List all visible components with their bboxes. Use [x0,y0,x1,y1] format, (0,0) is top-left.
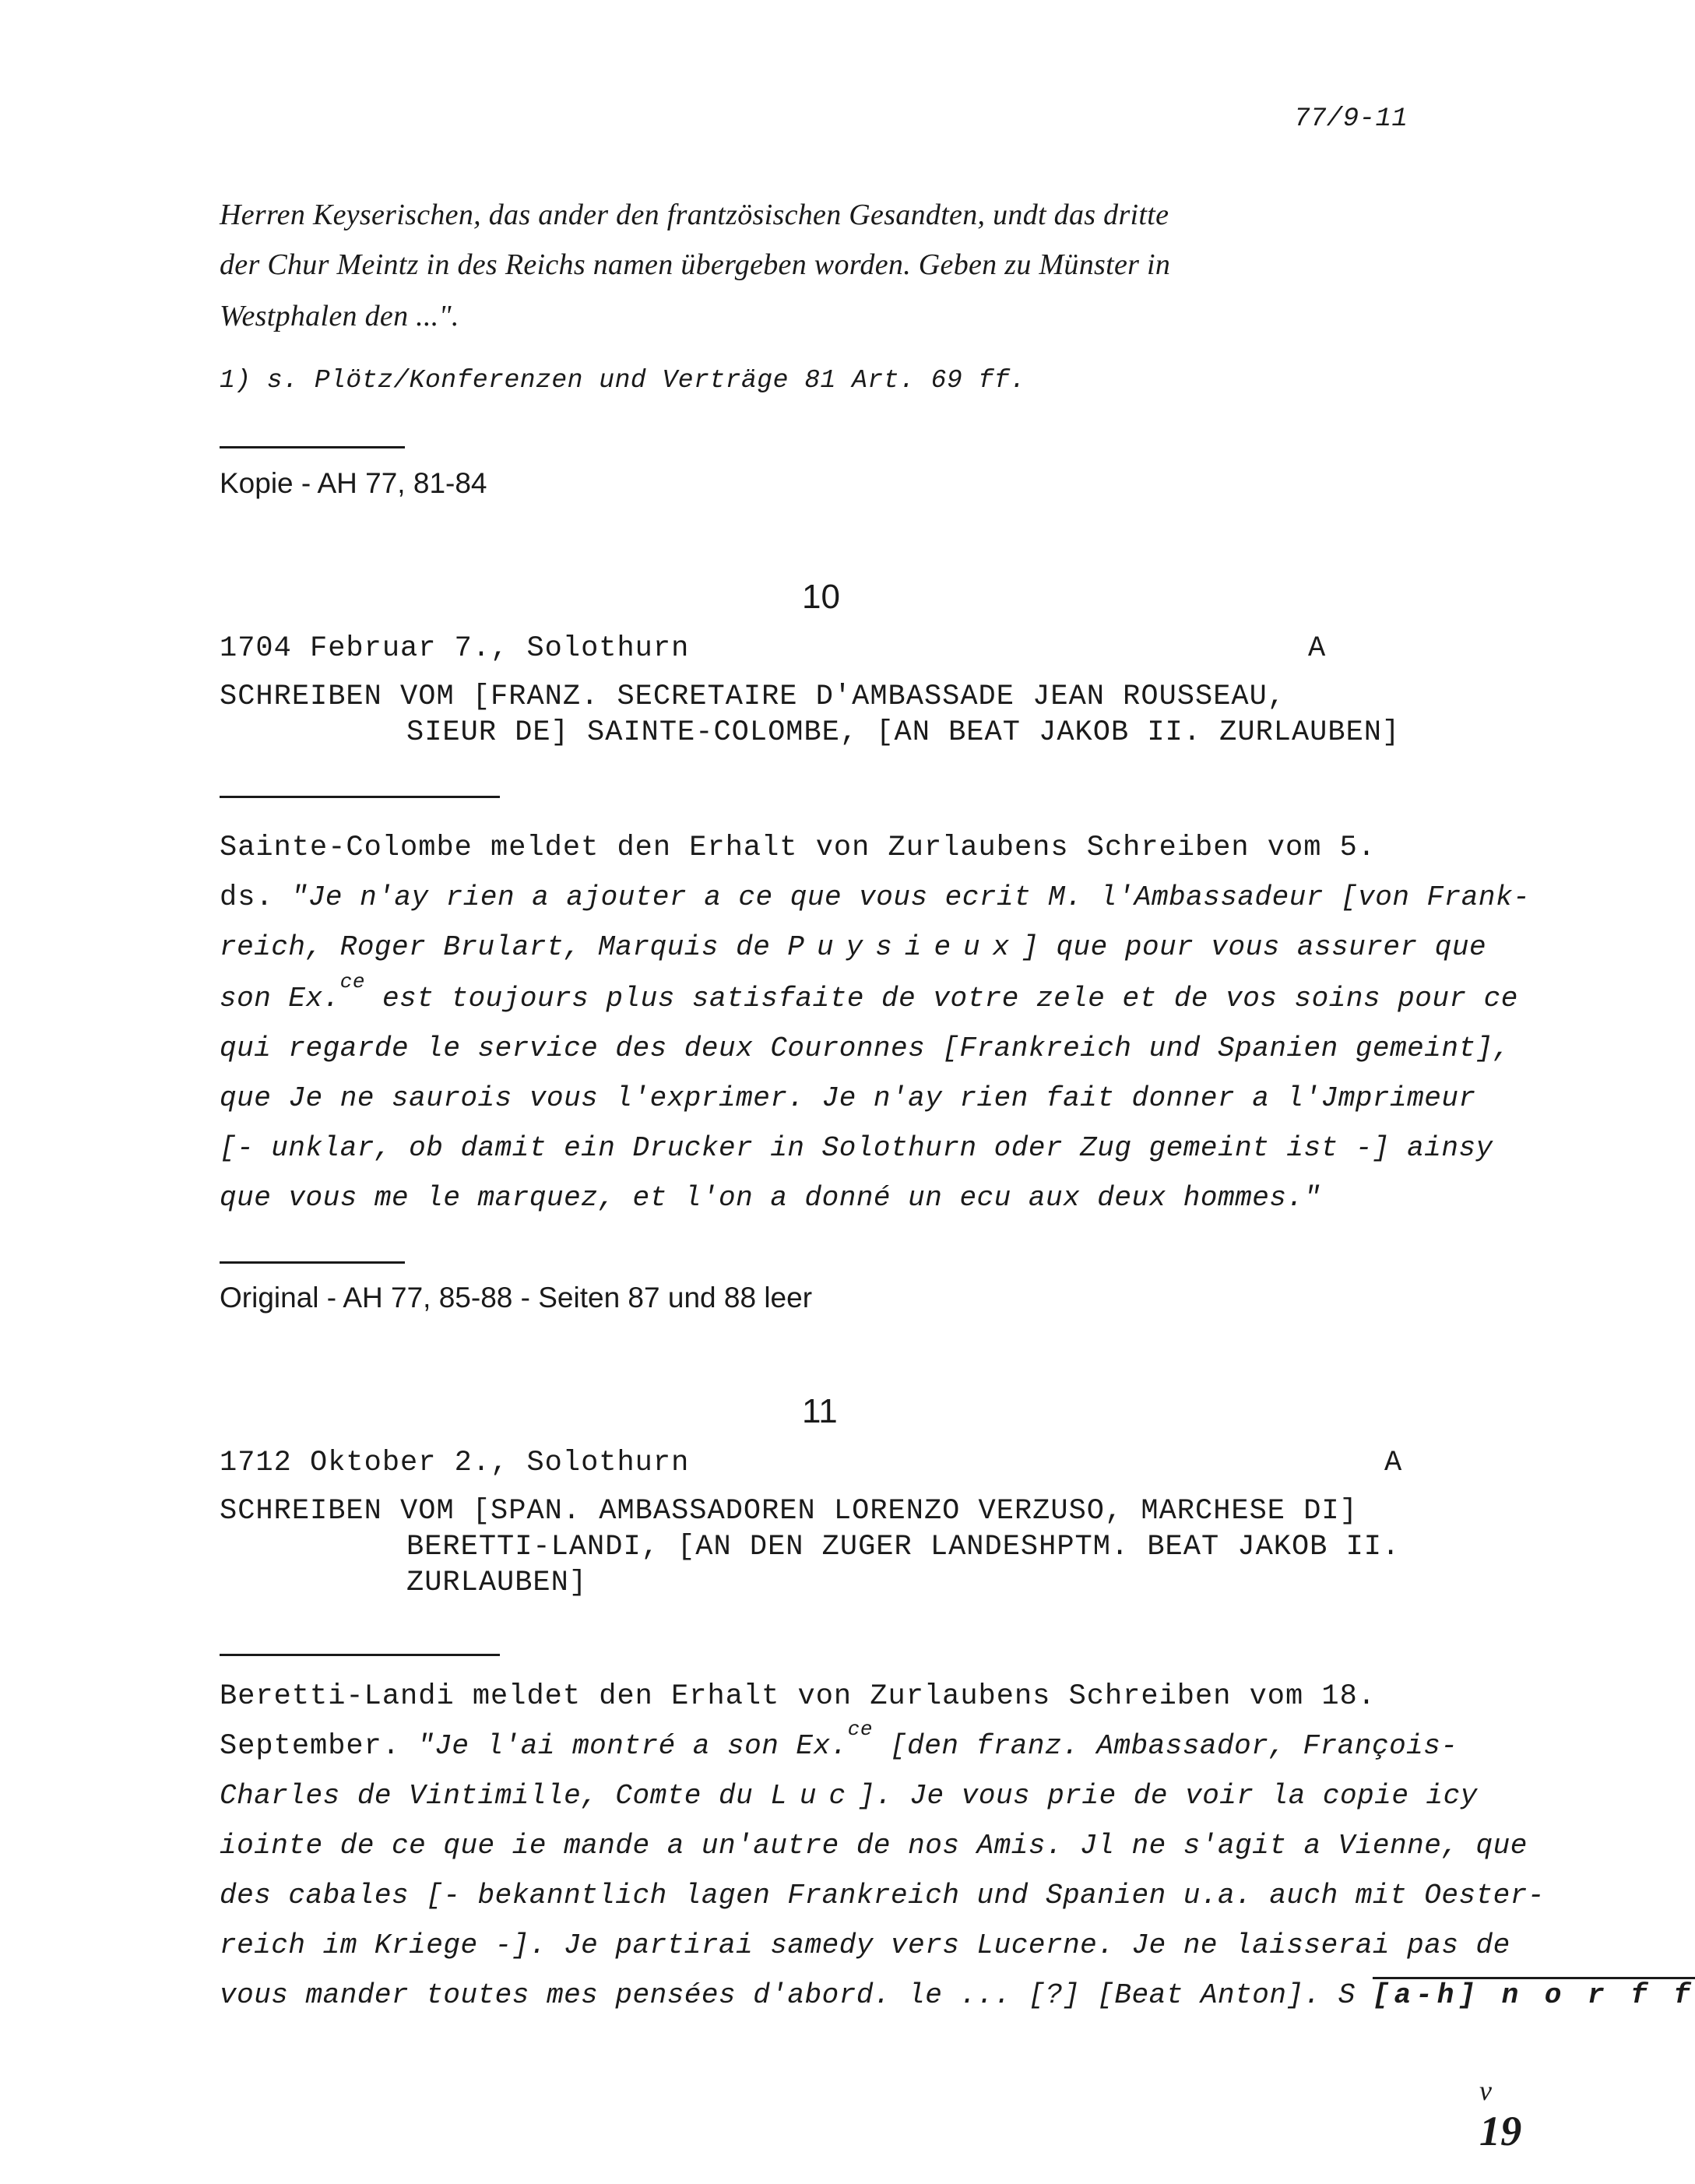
doc10-heading-line-1: SCHREIBEN VOM [FRANZ. SECRETAIRE D'AMBASSADE JEAN ROUSSEAU, [220,681,1286,713]
intro-line-2: der Chur Meintz in des Reichs namen übergeben worden. Geben zu Münster in [220,248,1171,281]
separator-rule [220,446,405,448]
doc10-body-line-2 [220,881,1530,914]
doc10-body-line-4-lead: son Ex. [220,983,340,1015]
doc10-heading-line-2: SIEUR DE] SAINTE-COLOMBE, [AN BEAT JAKOB II. ZURLAUBEN] [406,716,1401,749]
footnote: 1) s. Plötz/Konferenzen und Verträge 81 Art. 69 ff. [220,366,1026,395]
doc10-body-line-3 [220,931,1486,963]
doc11-handwritten-signature-fragment: [a-h] n o r f f [1372,1979,1695,2011]
doc11-mark: A [1384,1447,1403,1479]
intro-line-3: Westphalen den ...". [220,300,459,332]
separator-rule [220,1261,405,1264]
doc10-body-line-7: [- unklar, ob damit ein Drucker in Solothurn oder Zug gemeint ist -] ainsy [220,1132,1493,1164]
doc11-heading-line-3: ZURLAUBEN] [406,1567,588,1599]
doc10-body-line-3-spaced-name: Puysieux [787,931,1022,963]
document-number-10: 10 [802,578,840,616]
doc11-body-line-4: iointe de ce que ie mande a un'autre de nos Amis. Jl ne s'agit a Vienne, que [220,1830,1528,1862]
doc11-date-place: 1712 Oktober 2., Solothurn [220,1447,690,1479]
intro-line-1: Herren Keyserischen, das ander den frantzösischen Gesandten, undt das dritte [220,199,1169,231]
doc11-body-line-3-lead: Charles de Vintimille, Comte du [220,1780,771,1812]
corner-check-mark: v [1479,2075,1493,2106]
separator-rule [220,1654,500,1656]
doc11-body-line-7-lead: vous mander toutes mes pensées d'abord. le ... [?] [Beat Anton]. S [220,1979,1356,2011]
doc11-body-line-1: Beretti-Landi meldet den Erhalt von Zurlaubens Schreiben vom 18. [220,1680,1377,1713]
doc10-body-line-5: qui regarde le service des deux Couronnes [Frankreich und Spanien gemeint], [220,1032,1510,1064]
doc11-body-line-3 [220,1780,1478,1812]
doc11-body-line-3-spaced-name: Luc [770,1780,859,1812]
page-reference-number: 77/9-11 [1294,104,1408,134]
doc10-body-line-8: que vous me le marquez, et l'on a donné un ecu aux deux hommes." [220,1182,1321,1214]
doc10-body-line-4 [220,970,1518,1015]
doc10-body-line-1: Sainte-Colombe meldet den Erhalt von Zurlaubens Schreiben vom 5. [220,832,1377,864]
doc11-heading-line-1: SCHREIBEN VOM [SPAN. AMBASSADOREN LORENZO VERZUSO, MARCHESE DI] [220,1495,1358,1528]
doc10-body-line-4-superscript: ce [339,970,365,994]
doc11-body-line-5: des cabales [- bekanntlich lagen Frankreich und Spanien u.a. auch mit Oester- [220,1880,1545,1911]
separator-rule [220,796,500,798]
doc11-body-line-3-rest: ]. Je vous prie de voir la copie icy [858,1780,1478,1812]
doc11-body-line-2-quote: "Je l'ai montré a son Ex. [400,1730,848,1762]
doc11-body-line-2-superscript: ce [847,1718,873,1741]
doc11-body-line-2-rest: [den franz. Ambassador, François- [872,1730,1458,1762]
document-number-11: 11 [802,1392,838,1430]
doc10-body-line-6: que Je ne saurois vous l'exprimer. Je n'ay rien fait donner a l'Jmprimeur [220,1082,1476,1114]
doc10-body-line-2-quote: "Je n'ay rien a ajouter a ce que vous ecrit M. l'Ambassadeur [von Frank- [273,881,1531,913]
doc10-source: Original - AH 77, 85-88 - Seiten 87 und 88 leer [220,1282,813,1314]
doc10-mark: A [1308,632,1327,665]
doc11-body-line-2 [220,1718,1458,1763]
doc10-body-line-2-lead: ds. [220,881,274,914]
doc10-body-line-3-rest: ] que pour vous assurer que [1022,931,1487,963]
doc11-body-line-7 [220,1979,1695,2011]
doc10-body-line-4-rest: est toujours plus satisfaite de votre zele et de vos soins pour ce [364,983,1518,1015]
intro-source: Kopie - AH 77, 81-84 [220,467,487,499]
doc11-heading-line-2: BERETTI-LANDI, [AN DEN ZUGER LANDESHPTM. BEAT JAKOB II. [406,1531,1401,1563]
doc11-body-line-2-lead: September. [220,1730,401,1763]
doc10-body-line-3-lead: reich, Roger Brulart, Marquis de [220,931,788,963]
corner-page-number: 19 [1479,2108,1522,2154]
doc10-date-place: 1704 Februar 7., Solothurn [220,632,690,665]
doc11-body-line-6: reich im Kriege -]. Je partirai samedy vers Lucerne. Je ne laisserai pas de [220,1929,1510,1961]
